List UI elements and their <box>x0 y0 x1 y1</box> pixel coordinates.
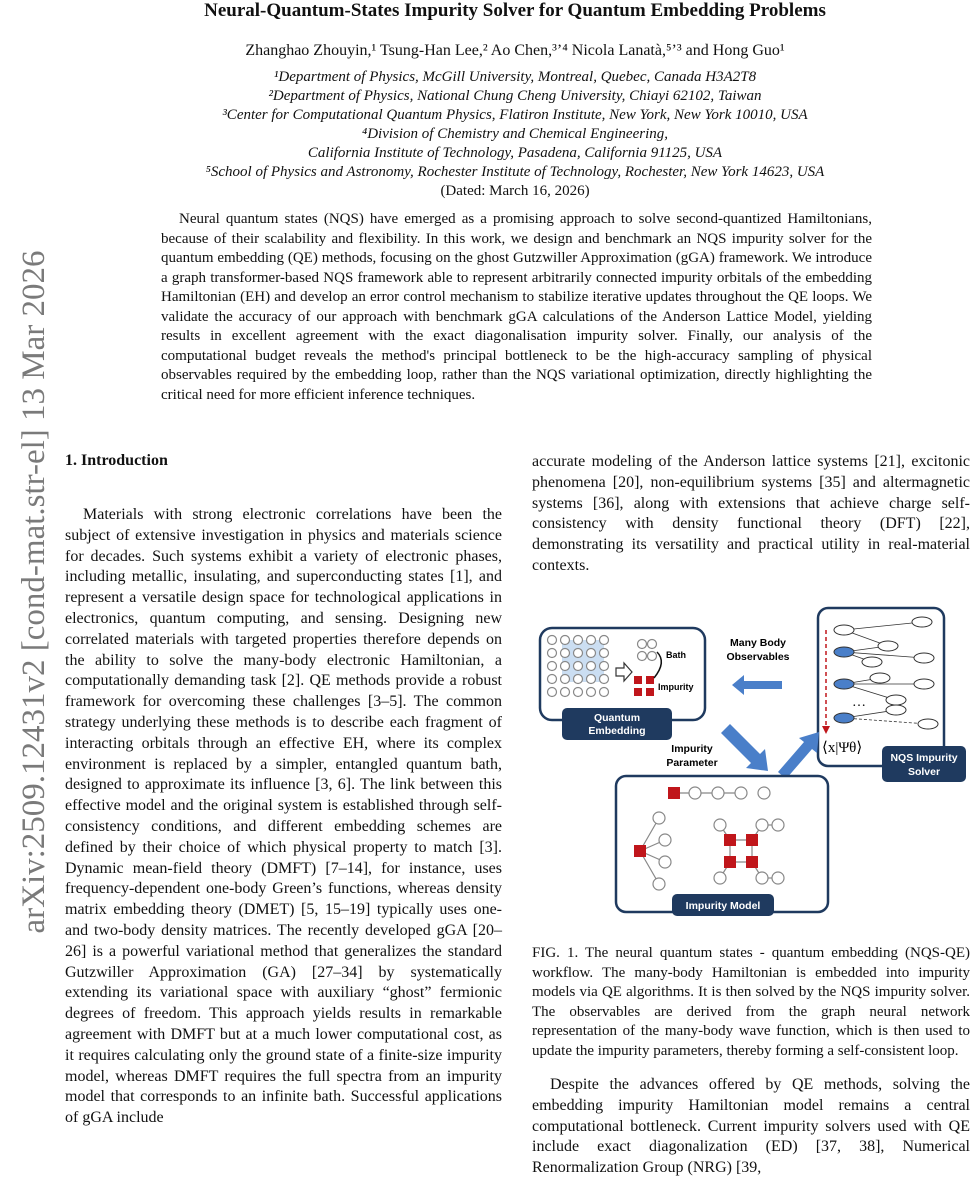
intro-paragraph: Materials with strong electronic correlations have been the subject of extensive investigation in physics and materials science for decades. Such systems exhibit a variety of electronic phases, including metallic, insulating, and superconducting states [1], and represent a versatile design space for technological applications in electronics, quantum computing, and sensing. Designing new correlated materials with targeted properties therefore depends on the ability to solve the many-body electronic Hamiltonian, a computationally demanding task [2]. QE methods provide a robust framework for overcoming these challenges [3–5]. The common strategy underlying these methods is to describe each fragment of interacting orbitals through an effective EH, where its complex environment is replaced by a simpler, entangled quantum bath, designed to approximate its influence [3, 6]. The link between this effective model and the original system is established through self-consistency conditions, and different embedding schemes are defined by their choice of which physical property to match [3]. Dynamic mean-field theory (DMFT) [7–14], for instance, uses frequency-dependent one-body Green’s functions, whereas density matrix embedding theory (DMET) [5, 15–19] typically uses one- and two-body density matrices. The recently developed gGA [20–26] is a powerful variational method that generalizes the standard Gutzwiller Approximation (GA) [27–34] by systematically extending its variational space with auxiliary “ghost” fermionic degrees of freedom. This approach yields results in remarkable agreement with DMFT but at a much lower computational cost, as it requires calculating only the ground state of a finite-size impurity model, whereas DMFT requires the full spectra from an impurity model that corresponds to an infinite bath. Successful applications of gGA include <box>65 506 502 1127</box>
affiliation-4b: California Institute of Technology, Pasadena, California 91125, USA <box>307 145 723 161</box>
right-column-bottom <box>532 1075 970 1179</box>
abstract: Neural quantum states (NQS) have emerged as a promising approach to solve second-quantized Hamiltonians, because of their scalability and flexibility. In this work, we design and benchmark an NQS impurity solver for the quantum embedding (QE) methods, focusing on the ghost Gutzwiller Approximation (gGA) framework. We introduce a graph transformer-based NQS framework able to represent arbitrarily connected impurity orbitals of the embedding Hamiltonian (EH) and develop an error control mechanism to stabilize iterative updates throughout the QE loops. We validate the accuracy of our approach with benchmark gGA calculations of the Anderson Lattice Model, yielding results in excellent agreement with the exact diagonalisation impurity solver. Finally, our analysis of the computational budget reveals the method's principal bottleneck to be the high-accuracy sampling of physical observables required by the embedding loop, rather than the NQS variational optimization, directly highlighting the critical need for more efficient inference techniques. <box>161 211 872 403</box>
paper-title: Neural-Quantum-States Impurity Solver for Quantum Embedding Problems <box>204 0 826 21</box>
qe-badge-line1: Quantum <box>593 712 641 724</box>
wavefunction-label: ⟨x|Ψθ⟩ <box>822 740 863 756</box>
workflow-diagram <box>532 600 970 920</box>
affiliation-2: ²Department of Physics, National Chung Cheng University, Chiayi 62102, Taiwan <box>268 88 762 104</box>
bath-label: Bath <box>666 650 686 660</box>
nqs-badge-line1: NQS Impurity <box>890 752 958 764</box>
ellipsis-label: … <box>852 695 866 710</box>
left-column <box>65 505 502 1129</box>
impurity-label: Impurity <box>658 682 694 692</box>
arrow-down-right-icon <box>721 724 768 771</box>
right-top-paragraph: accurate modeling of the Anderson lattice systems [21], excitonic phenomena [20], non-equilibrium systems [35] and altermagnetic systems [36], along with extensions that achieve charge self-consistency with density functional theory (DFT) [22], demonstrating its versatility and practical utility in real-material contexts. <box>532 453 970 574</box>
impurity-param-label-2: Parameter <box>666 757 718 769</box>
affiliation-1: ¹Department of Physics, McGill University, Montreal, Quebec, Canada H3A2T8 <box>273 69 757 85</box>
arrow-up-right-icon <box>778 732 819 779</box>
affiliations <box>60 68 970 201</box>
affiliation-3: ³Center for Computational Quantum Physics, Flatiron Institute, New York, New York 10010, USA <box>222 107 808 123</box>
affiliation-4: ⁴Division of Chemistry and Chemical Engineering, <box>361 126 668 142</box>
nqs-badge-line2: Solver <box>907 766 941 778</box>
right-column-top <box>532 452 970 577</box>
affiliation-5: ⁵School of Physics and Astronomy, Rochester Institute of Technology, Rochester, New York 14623, USA <box>205 164 825 180</box>
right-bottom-paragraph: Despite the advances offered by QE methods, solving the embedding impurity Hamiltonian model remains a central computational bottleneck. Current impurity solvers used with QE include exact diagonalization (ED) [37, 38], Numerical Renormalization Group (NRG) [39, <box>532 1076 970 1177</box>
arrow-left-icon <box>732 675 782 695</box>
figure-1 <box>532 600 970 920</box>
impurity-param-label-1: Impurity <box>671 743 713 755</box>
arxiv-stamp: arXiv:2509.12431v2 [cond-mat.str-el] 13 Mar 2026 <box>16 250 52 934</box>
many-body-label-1: Many Body <box>729 637 787 649</box>
many-body-label-2: Observables <box>726 651 790 663</box>
figure-caption: FIG. 1. The neural quantum states - quantum embedding (NQS-QE) workflow. The many-body Hamiltonian is embedded into impurity models via QE algorithms. It is then solved by the NQS impurity solver. The observables are derived from the graph neural network representation of the many-body wave function, which is then used to update the impurity parameters, thereby forming a self-consistent loop. <box>532 945 970 1059</box>
dated-line: (Dated: March 16, 2026) <box>440 183 590 199</box>
impurity-model-label: Impurity Model <box>685 900 761 912</box>
qe-badge-line2: Embedding <box>588 725 646 737</box>
author-list: Zhanghao Zhouyin,¹ Tsung-Han Lee,² Ao Chen,³ʼ⁴ Nicola Lanatà,⁵ʼ³ and Hong Guo¹ <box>245 42 785 59</box>
section-heading: 1. Introduction <box>65 452 168 469</box>
